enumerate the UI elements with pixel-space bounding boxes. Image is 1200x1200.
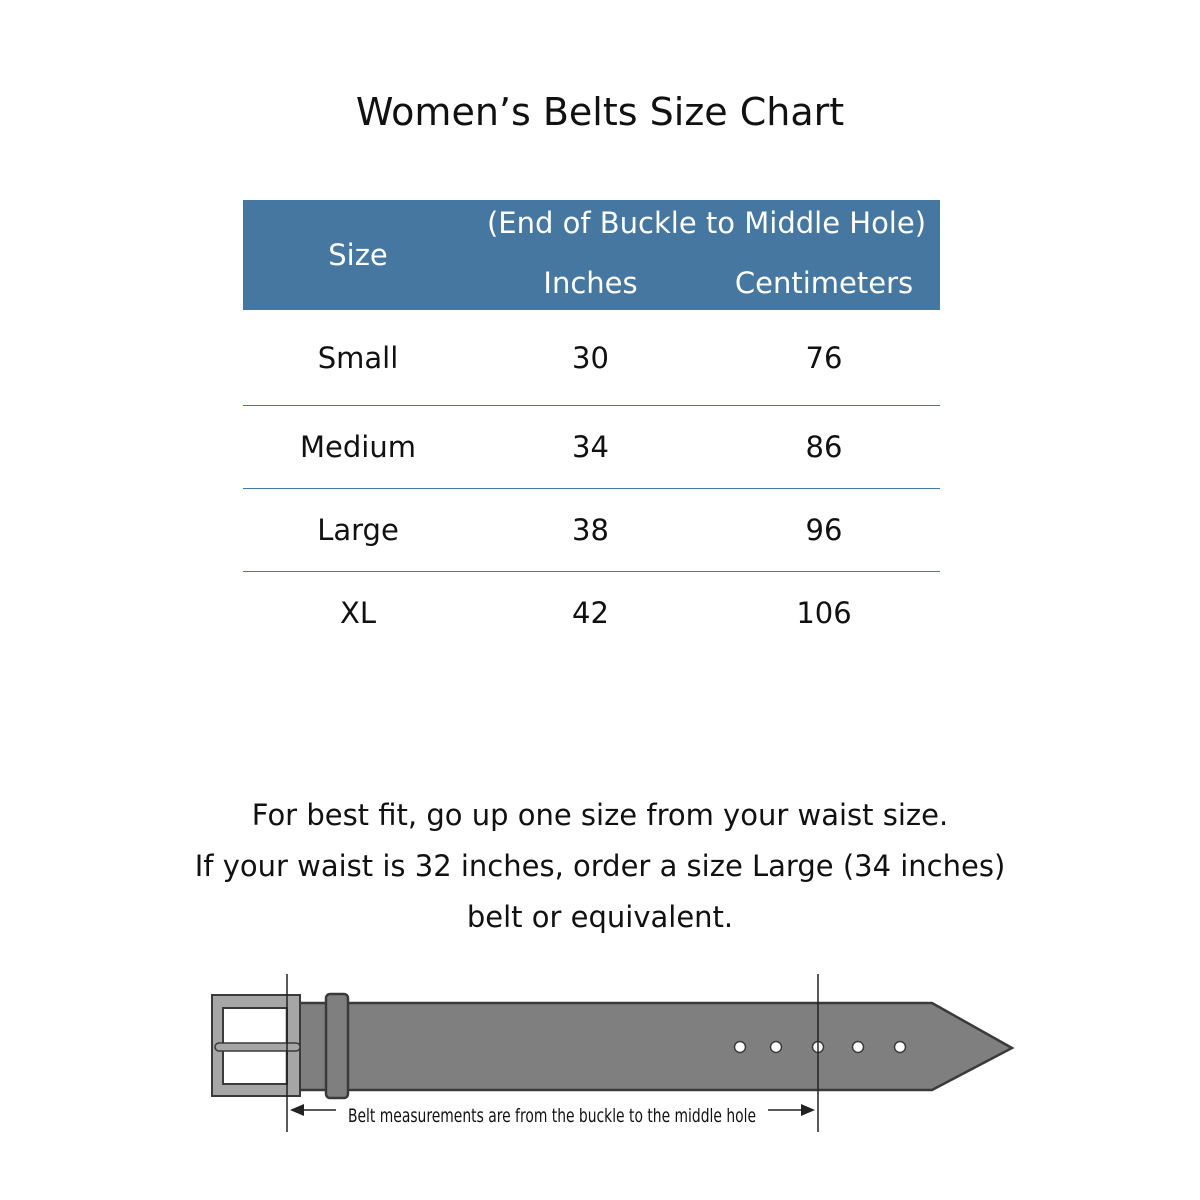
row-size: Large [317, 513, 399, 547]
row-size: Small [317, 340, 399, 375]
measurement-caption: Belt measurements are from the buckle to the middle hole [348, 1105, 756, 1127]
belt-hole [735, 1042, 746, 1053]
belt-keeper [326, 994, 348, 1098]
row-inches: 38 [572, 513, 609, 547]
belt-diagram [0, 960, 1200, 1140]
table-row [243, 406, 940, 488]
row-inches: 42 [572, 596, 609, 630]
row-centimeters: 76 [805, 340, 843, 375]
fit-advice [0, 790, 1200, 943]
fit-advice-line: For best fit, go up one size from your waist size. [251, 798, 949, 832]
belt-hole [771, 1042, 782, 1053]
row-size: XL [339, 596, 377, 630]
header-size: Size [328, 238, 388, 272]
belt-hole [853, 1042, 864, 1053]
arrowhead-left-icon [290, 1104, 304, 1116]
arrowhead-right-icon [801, 1104, 815, 1116]
fit-advice-line: belt or equivalent. [466, 900, 734, 934]
row-size: Medium [300, 430, 416, 464]
table-header [243, 200, 940, 310]
header-measurement-note: (End of Buckle to Middle Hole) [486, 206, 927, 240]
header-centimeters: Centimeters [734, 266, 914, 300]
page-title: Women’s Belts Size Chart [355, 90, 845, 134]
table-row [243, 310, 940, 405]
row-inches: 34 [572, 430, 609, 464]
size-chart-table [243, 200, 940, 654]
row-centimeters: 106 [796, 596, 852, 630]
row-centimeters: 86 [805, 430, 843, 464]
belt-hole [895, 1042, 906, 1053]
table-row [243, 489, 940, 571]
row-inches: 30 [572, 340, 609, 375]
fit-advice-line: If your waist is 32 inches, order a size Large (34 inches) [194, 849, 1006, 883]
row-centimeters: 96 [805, 513, 843, 547]
table-row [243, 572, 940, 654]
header-inches: Inches [543, 266, 638, 300]
